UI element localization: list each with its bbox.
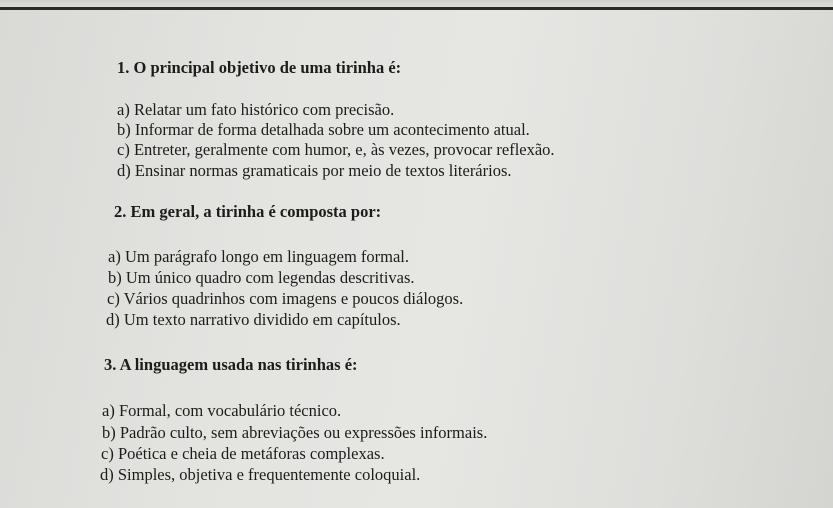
question-title: 3. A linguagem usada nas tirinhas é:	[104, 355, 358, 374]
question-title: 1. O principal objetivo de uma tirinha é:	[117, 58, 402, 77]
answer-option-a: a) Relatar um fato histórico com precisão.	[117, 100, 395, 119]
answer-option-c: c) Entreter, geralmente com humor, e, às vezes, provocar reflexão.	[117, 140, 555, 159]
page-top-rule	[0, 7, 833, 10]
page-top-shadow	[0, 0, 833, 7]
answer-option-d: d) Ensinar normas gramaticais por meio de textos literários.	[117, 161, 512, 180]
answer-option-c: c) Vários quadrinhos com imagens e poucos diálogos.	[107, 289, 464, 308]
answer-option-c: c) Poética e cheia de metáforas complexas.	[101, 444, 385, 463]
answer-option-b: b) Padrão culto, sem abreviações ou expressões informais.	[102, 423, 488, 442]
question-title: 2. Em geral, a tirinha é composta por:	[114, 202, 382, 221]
answer-option-a: a) Formal, com vocabulário técnico.	[102, 401, 342, 420]
answer-option-d: d) Simples, objetiva e frequentemente coloquial.	[100, 465, 421, 484]
answer-option-b: b) Um único quadro com legendas descritivas.	[108, 268, 415, 287]
answer-option-d: d) Um texto narrativo dividido em capítulos.	[106, 310, 401, 329]
answer-option-a: a) Um parágrafo longo em linguagem formal.	[108, 247, 410, 266]
answer-option-b: b) Informar de forma detalhada sobre um acontecimento atual.	[117, 120, 530, 139]
